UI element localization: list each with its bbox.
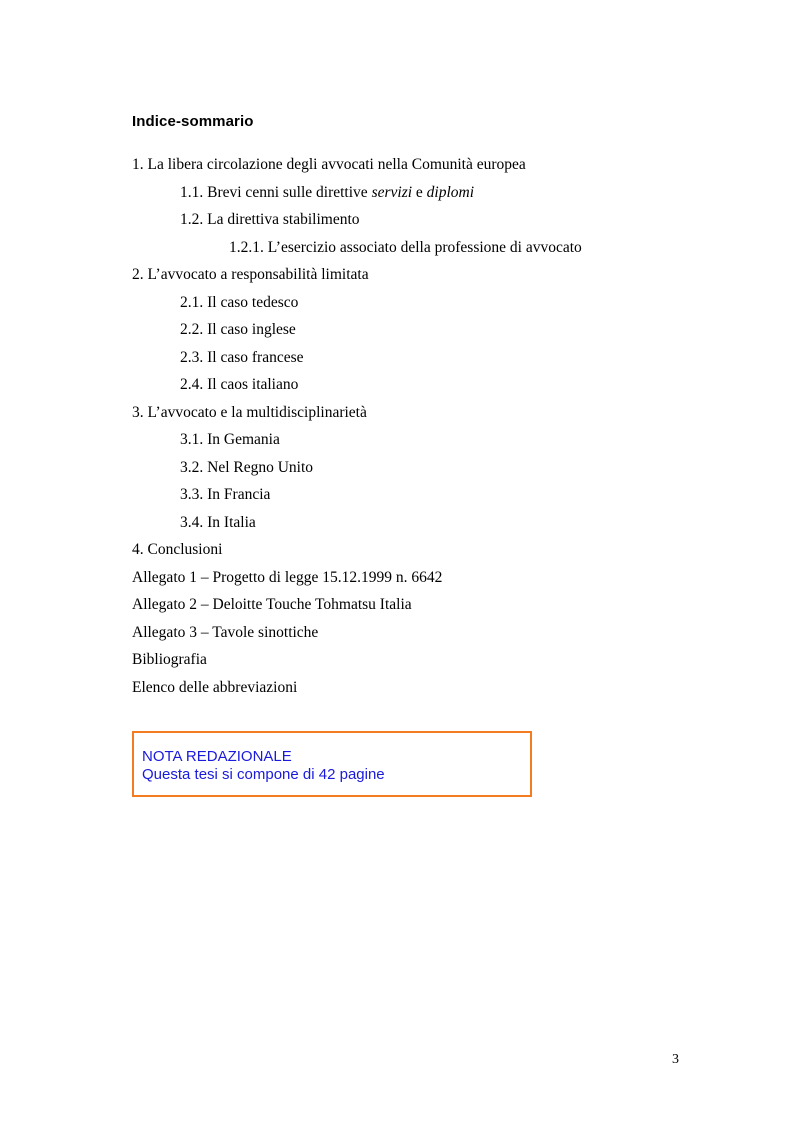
toc-entry (132, 539, 582, 567)
note-title: NOTA REDAZIONALE (142, 748, 292, 765)
toc-entry (132, 567, 582, 595)
toc-entry-text: 3.2. Nel Regno Unito (180, 458, 314, 476)
table-of-contents (132, 154, 582, 704)
editorial-note-box (132, 731, 532, 797)
toc-entry-text: 3.1. In Gemania (180, 431, 280, 448)
toc-entry (132, 594, 582, 622)
toc-entry-text: 2.1. Il caso tedesco (180, 293, 299, 311)
toc-entry-text: 1.2. La direttiva stabilimento (180, 211, 360, 228)
toc-entry (132, 347, 582, 375)
page-number: 3 (672, 1052, 679, 1067)
toc-entry (132, 237, 582, 265)
toc-entry-text: 2.4. Il caos italiano (180, 376, 299, 393)
toc-entry-text: 1.1. Brevi cenni sulle direttive (180, 183, 372, 201)
toc-entry-text: Allegato 3 – Tavole sinottiche (132, 623, 319, 641)
toc-entry-text: 2. L’avvocato a responsabilità limitata (132, 266, 369, 283)
toc-entry (132, 182, 582, 210)
toc-entry-text: 3. L’avvocato e la multidisciplinarietà (132, 403, 367, 421)
toc-entry (132, 484, 582, 512)
toc-entry-text: Allegato 2 – Deloitte Touche Tohmatsu Italia (132, 596, 412, 613)
toc-entry (132, 319, 582, 347)
toc-entry (132, 622, 582, 650)
toc-entry-text: 2.2. Il caso inglese (180, 321, 296, 338)
toc-entry (132, 374, 582, 402)
toc-entry-text: 4. Conclusioni (132, 541, 223, 558)
toc-entry (132, 429, 582, 457)
toc-entry-italic-text: diplomi (426, 183, 475, 201)
toc-entry-text: 1.2.1. L’esercizio associato della professione di avvocato (229, 238, 582, 256)
note-text: Questa tesi si compone di 42 pagine (142, 766, 385, 783)
toc-entry (132, 209, 582, 237)
toc-entry-text: Bibliografia (132, 651, 207, 668)
toc-entry (132, 154, 582, 182)
toc-entry-text: 2.3. Il caso francese (180, 348, 304, 366)
toc-entry-text: 1. La libera circolazione degli avvocati nella Comunità europea (132, 156, 526, 173)
toc-entry (132, 292, 582, 320)
toc-entry-text: 3.4. In Italia (180, 513, 256, 531)
toc-entry (132, 512, 582, 540)
toc-entry (132, 649, 582, 677)
page-title: Indice-sommario (132, 113, 254, 130)
toc-entry-text: Elenco delle abbreviazioni (132, 678, 298, 696)
toc-entry-text: e (412, 183, 427, 201)
toc-entry (132, 457, 582, 485)
toc-entry (132, 402, 582, 430)
toc-entry-text: Allegato 1 – Progetto di legge 15.12.1999 n. 6642 (132, 568, 443, 586)
toc-entry (132, 677, 582, 705)
toc-entry-italic-text: servizi (371, 183, 413, 201)
toc-entry-text: 3.3. In Francia (180, 486, 271, 503)
toc-entry (132, 264, 582, 292)
